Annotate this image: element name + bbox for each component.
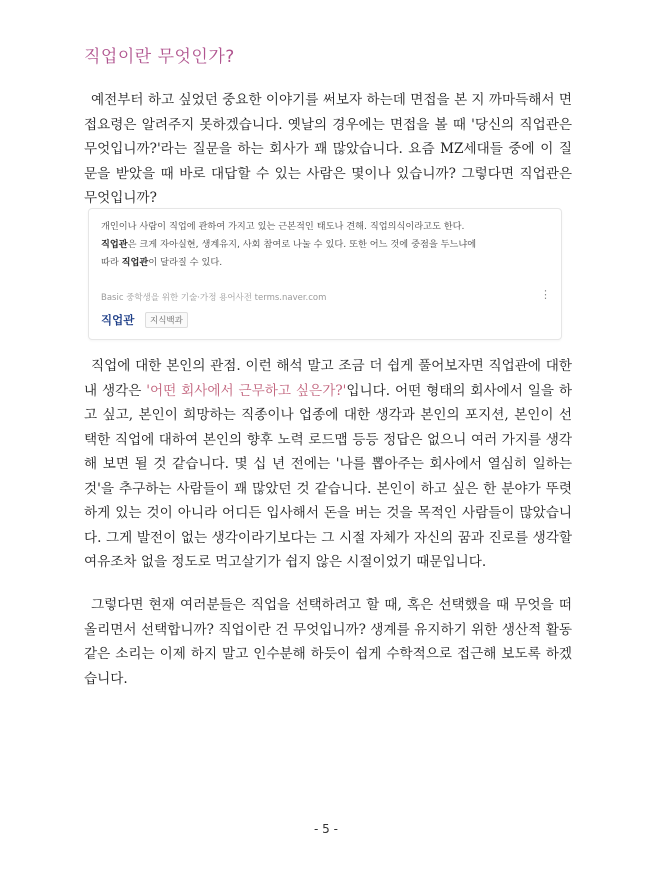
paragraph-career-view bbox=[84, 354, 572, 575]
card-keyword: 직업관 bbox=[121, 257, 149, 268]
card-definition bbox=[101, 218, 549, 272]
card-line-2: 은 크게 자아실현, 생계유지, 사회 참여로 나눌 수 있다. 또한 어느 것에 중점을 두느냐에 bbox=[127, 239, 477, 250]
card-category-tag: 지식백과 bbox=[145, 312, 188, 328]
paragraph-conclusion: 그렇다면 현재 여러분들은 직업을 선택하려고 할 때, 혹은 선택했을 때 무엇을 떠올리면서 선택합니까? 직업이란 건 무엇입니까? 생계를 유지하기 위한 생산적 활동 같은 소리는 이제 하지 말고 인수분해 하듯이 쉽게 수학적으로 접근해 보도록 하겠습니다. bbox=[84, 597, 572, 687]
card-keyword: 직업관 bbox=[101, 239, 128, 250]
page-number: - 5 - bbox=[314, 822, 338, 836]
paragraph-intro: 예전부터 하고 싶었던 중요한 이야기를 써보자 하는데 면접을 본 지 까마득해서 면접요령은 알려주지 못하겠습니다. 옛날의 경우에는 면접을 볼 때 '당신의 직업관은 무엇입니까?'라는 질문을 하는 회사가 꽤 많았습니다. 요즘 MZ세대들 중에 이 질문을 받았을 때 바로 대답할 수 있는 사람은 몇이나 있습니까? 그렇다면 직업관은 무엇입니까? bbox=[84, 92, 572, 206]
dictionary-card[interactable] bbox=[88, 208, 562, 340]
highlighted-question: '어떤 회사에서 근무하고 싶은가?' bbox=[146, 382, 347, 399]
card-line-3: 이 달라질 수 있다. bbox=[148, 257, 223, 268]
paragraph-text: 입니다. 어떤 형태의 회사에서 일을 하고 싶고, 본인이 희망하는 직종이나 업종에 대한 생각과 본인의 포지션, 본인이 선택한 직업에 대하여 본인의 향후 노력 로드맵 등등 정답은 없으니 여러 가지를 생각해 보면 될 것 같습니다. 몇 십 년 전에는 '나를 뽑아주는 회사에서 열심히 일하는 것'을 추구하는 사람들이 꽤 많았던 것 같습니다. 본인이 하고 싶은 한 분야가 뚜렷하게 있는 것이 아니라 어디든 입사해서 돈을 버는 것을 목적인 사람들이 많았습니다. 그게 발전이 없는 생각이라기보다는 그 시절 자체가 자신의 꿈과 진로를 생각할 여유조차 없을 정도로 먹고살기가 쉽지 않은 시절이었기 때문입니다. bbox=[84, 382, 573, 570]
card-source[interactable]: Basic 중학생을 위한 기술·가정 용어사전 terms.naver.com bbox=[101, 293, 327, 303]
card-line-1: 개인이나 사람이 직업에 관하여 가지고 있는 근본적인 태도나 견해. 직업의식이라고도 한다. bbox=[101, 221, 465, 232]
section-heading: 직업이란 무엇인가? bbox=[84, 47, 235, 67]
more-options-icon[interactable]: ⋮ bbox=[540, 288, 551, 301]
card-title-link[interactable]: 직업관 bbox=[101, 313, 135, 327]
card-line-3-prefix: 따라 bbox=[101, 257, 122, 268]
paragraph-text: 직업에 대한 본인의 관점. 이런 해석 말고 조금 더 쉽게 풀어보자면 직업관에 대한 내 생각은 bbox=[84, 358, 572, 399]
